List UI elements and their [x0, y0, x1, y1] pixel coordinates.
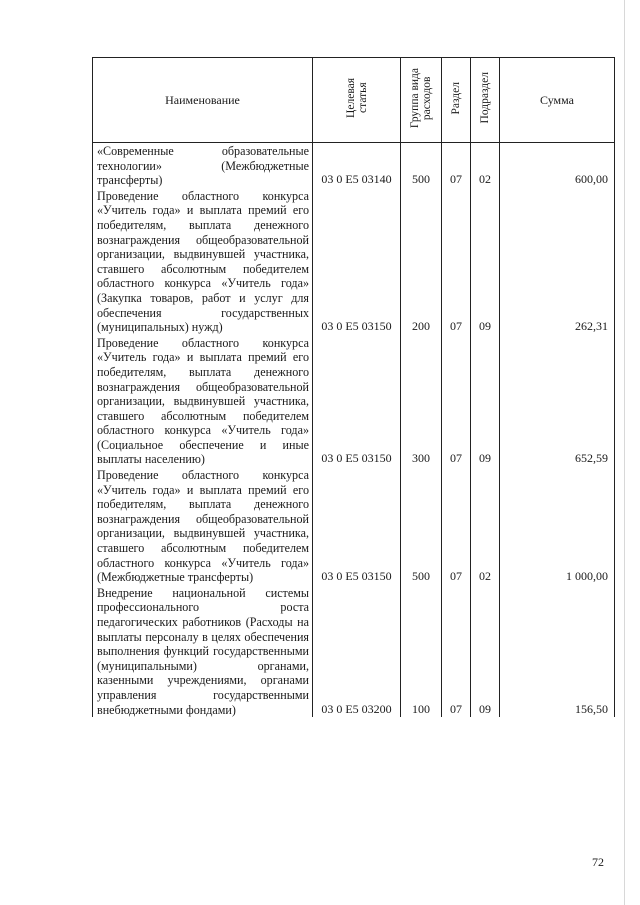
header-section-cell: [442, 58, 471, 143]
header-target: Целевая статья: [344, 78, 369, 118]
row-group: 300: [401, 335, 442, 467]
row-subsection: 09: [471, 335, 500, 467]
row-group: 200: [401, 188, 442, 335]
row-name: Внедрение национальной системы профессионального роста педагогических работников (Расходы на выплаты персоналу в целях обеспечения выполнения функций государственными (муниципальными) органами, казенными учреждениями, органами управления государственными внебюджетными фондами): [93, 585, 313, 717]
header-group: Группа вида расходов: [409, 67, 433, 129]
row-sum: 156,50: [500, 585, 615, 717]
row-subsection: 09: [471, 188, 500, 335]
row-section: 07: [442, 335, 471, 467]
page-number: 72: [592, 855, 604, 869]
row-name: Проведение областного конкурса «Учитель года» и выплата премий его победителям, выплата денежного вознаграждения общеобразовательной организации, выдвинувшей участника, ставшего абсолютным победителем областного конкурса «Учитель года» (Социальное обеспечение и иные выплаты населению): [93, 335, 313, 467]
header-name-cell: [93, 58, 313, 143]
header-group-cell: [401, 58, 442, 143]
header-section: Раздел: [450, 81, 462, 115]
row-section: 07: [442, 188, 471, 335]
row-subsection: 02: [471, 143, 500, 188]
table-row: [93, 143, 615, 188]
budget-table: [92, 57, 615, 717]
row-section: 07: [442, 143, 471, 188]
row-target: 03 0 E5 03150: [313, 467, 401, 585]
table-row: [93, 585, 615, 717]
row-sum: 600,00: [500, 143, 615, 188]
header-sum: Сумма: [540, 92, 574, 107]
row-target: 03 0 E5 03140: [313, 143, 401, 188]
page-edge-line: [624, 0, 625, 905]
row-sum: 652,59: [500, 335, 615, 467]
table-row: [93, 467, 615, 585]
row-group: 500: [401, 467, 442, 585]
header-name: Наименование: [165, 92, 240, 107]
row-group: 500: [401, 143, 442, 188]
table-body: [93, 143, 615, 718]
row-sum: 1 000,00: [500, 467, 615, 585]
header-sum-cell: [500, 58, 615, 143]
header-subsection: Подраздел: [479, 72, 491, 124]
header-target-cell: [313, 58, 401, 143]
row-subsection: 09: [471, 585, 500, 717]
table-row: [93, 335, 615, 467]
row-subsection: 02: [471, 467, 500, 585]
row-target: 03 0 E5 03150: [313, 335, 401, 467]
row-target: 03 0 E5 03200: [313, 585, 401, 717]
header-subsection-cell: [471, 58, 500, 143]
row-name: Проведение областного конкурса «Учитель года» и выплата премий его победителям, выплата денежного вознаграждения общеобразовательной организации, выдвинувшей участника, ставшего абсолютным победителем областного конкурса «Учитель года» (Межбюджетные трансферты): [93, 467, 313, 585]
row-name: «Современные образовательные технологии» (Межбюджетные трансферты): [93, 143, 313, 188]
row-sum: 262,31: [500, 188, 615, 335]
row-section: 07: [442, 467, 471, 585]
row-target: 03 0 E5 03150: [313, 188, 401, 335]
table-header: [93, 58, 615, 143]
row-group: 100: [401, 585, 442, 717]
row-section: 07: [442, 585, 471, 717]
row-name: Проведение областного конкурса «Учитель года» и выплата премий его победителям, выплата денежного вознаграждения общеобразовательной организации, выдвинувшей участника, ставшего абсолютным победителем областного конкурса «Учитель года» (Закупка товаров, работ и услуг для обеспечения государственных (муниципальных) нужд): [93, 188, 313, 335]
table-row: [93, 188, 615, 335]
